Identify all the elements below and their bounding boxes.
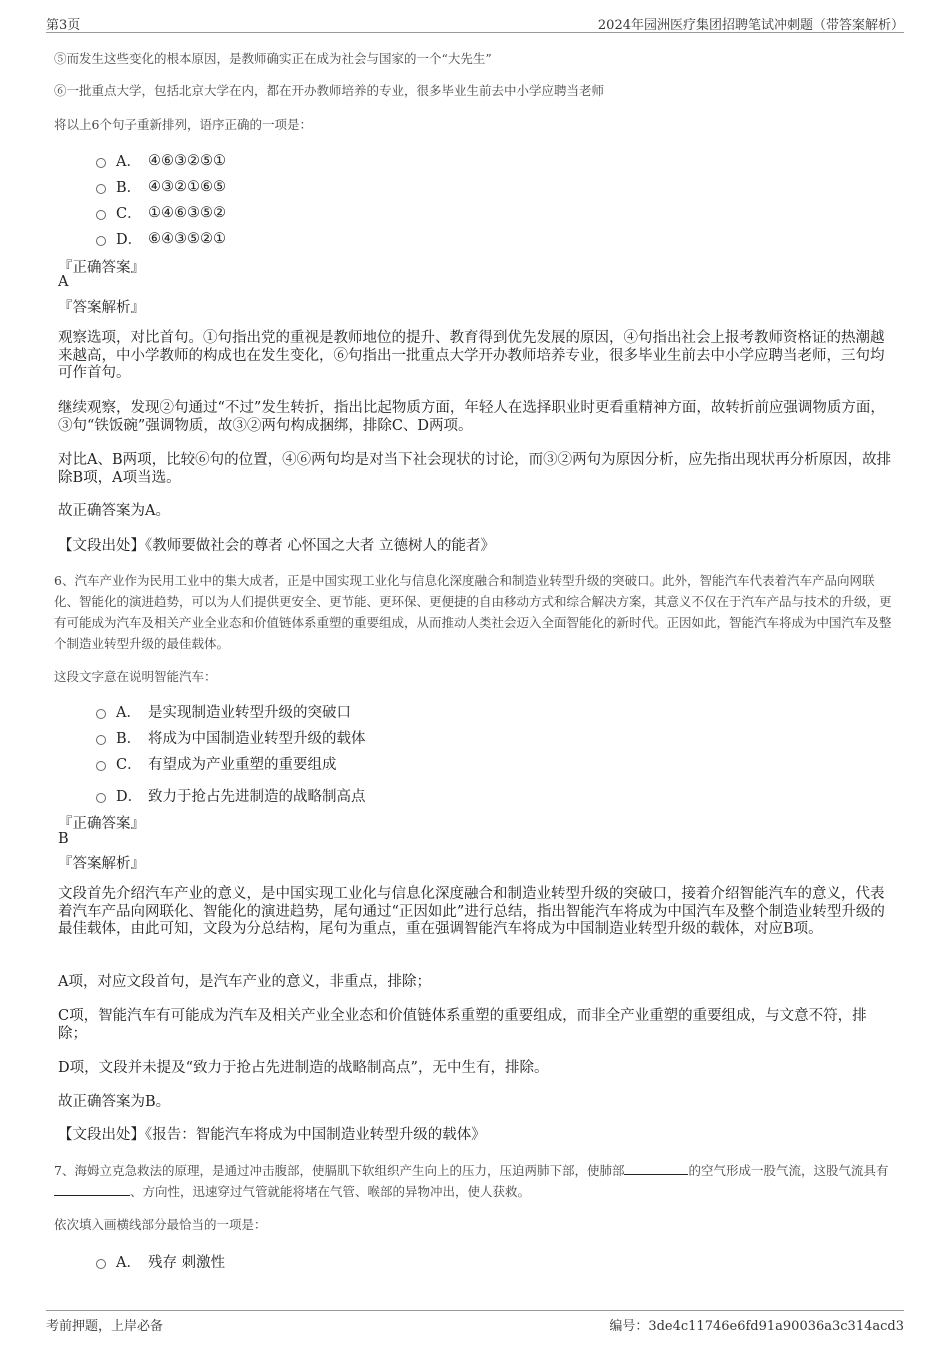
document-title: 2024年园洲医疗集团招聘笔试冲刺题（带答案解析） (597, 18, 904, 33)
q5-source: 【文段出处】《教师要做社会的尊者 心怀国之大者 立德树人的能者》 (58, 538, 495, 554)
option-letter: B． (116, 731, 142, 747)
page-footer (46, 1310, 904, 1335)
option-letter: A． (116, 705, 141, 721)
radio-icon[interactable] (96, 761, 106, 771)
q6-source: 【文段出处】《报告：智能汽车将成为中国制造业转型升级的载体》 (58, 1127, 486, 1143)
q5-analysis-paragraph: 继续观察，发现②句通过“不过”发生转折，指出比起物质方面，年轻人在选择职业时更看重精神方面，故转折前应强调物质方面，③句“铁饭碗”强调物质，故③②两句构成捆绑，排除C、D两项。 (58, 400, 885, 434)
option-letter: A． (116, 1255, 141, 1271)
q7-text-part2: 的空气形成一股气流，这股气流具有 (688, 1163, 889, 1178)
option-letter: A． (116, 154, 141, 170)
radio-icon[interactable] (96, 1259, 106, 1269)
option-letter: B． (116, 180, 142, 196)
fill-blank-1 (624, 1161, 688, 1175)
q6-answer-label: 『正确答案』 (58, 816, 145, 832)
option-text: ⑥④③⑤②① (148, 230, 226, 247)
option-letter: C． (116, 206, 142, 222)
radio-icon[interactable] (96, 709, 106, 719)
q5-analysis-paragraph: 对比A、B两项，比较⑥句的位置，④⑥两句均是对当下社会现状的讨论，而③②两句为原因分析，应先指出现状再分析原因，故排除B项，A项当选。 (58, 452, 892, 486)
option-letter: D． (116, 789, 143, 805)
option-letter: C． (116, 757, 142, 773)
q5-sentence-6: ⑥一批重点大学，包括北京大学在内，都在开办教师培养的专业，很多毕业生前去中小学应聘当老师 (54, 83, 605, 98)
q5-analysis-label: 『答案解析』 (58, 300, 145, 316)
q6-analysis-paragraph: 文段首先介绍汽车产业的意义，是中国实现工业化与信息化深度融合和制造业转型升级的突破口，接着介绍智能汽车的意义，代表着汽车产品向网联化、智能化的演进趋势，尾句通过“正因如此”进行总结，指出智能汽车将成为中国汽车及整个制造业转型升级的最佳载体，由此可知，文段为分总结构，尾句为重点，重在强调智能汽车将成为中国制造业转型升级的载体，对应B项。 (58, 886, 885, 937)
q6-prompt: 这段文字意在说明智能汽车： (54, 669, 217, 684)
q6-analysis-paragraph: 故正确答案为B。 (58, 1094, 171, 1110)
q5-sentence-5: ⑤而发生这些变化的根本原因，是教师确实正在成为社会与国家的一个“大先生” (54, 51, 492, 66)
option-text: 有望成为产业重塑的重要组成 (148, 757, 337, 773)
q6-option-b[interactable] (96, 727, 366, 748)
q5-answer: A (58, 274, 69, 290)
document-id: 编号：3de4c11746e6fd91a90036a3c314acd3 (609, 1319, 904, 1334)
q5-option-c[interactable] (96, 202, 226, 223)
q5-option-a[interactable] (96, 150, 226, 171)
q6-analysis-label: 『答案解析』 (58, 856, 145, 872)
radio-icon[interactable] (96, 236, 106, 246)
q6-question: 6、汽车产业作为民用工业中的集大成者，正是中国实现工业化与信息化深度融合和制造业转型升级的突破口。此外，智能汽车代表着汽车产品向网联化、智能化的演进趋势，可以为人们提供更安全、更节能、更环保、更便捷的自由移动方式和综合解决方案，其意义不仅在于汽车产品与技术的升级，更有可能成为汽车及相关产业全业态和价值链体系重塑的重要组成，从而推动人类社会迈入全面智能化的新时代。正因如此，智能汽车将成为中国汽车及整个制造业转型升级的最佳载体。 (54, 573, 892, 651)
q7-text-part1: 7、海姆立克急救法的原理，是通过冲击腹部，使膈肌下软组织产生向上的压力，压迫两肺下部，使肺部 (54, 1163, 625, 1178)
q6-analysis-paragraph: D项，文段并未提及“致力于抢占先进制造的战略制高点”，无中生有，排除。 (58, 1060, 549, 1076)
option-text: ④③②①⑥⑤ (148, 178, 226, 195)
q6-analysis-paragraph: A项，对应文段首句，是汽车产业的意义，非重点，排除； (58, 974, 431, 990)
option-letter: D． (116, 232, 143, 248)
q6-option-d[interactable] (96, 785, 366, 806)
radio-icon[interactable] (96, 158, 106, 168)
q7-option-a[interactable] (96, 1251, 225, 1272)
q7-question (54, 1160, 899, 1202)
option-text: ④⑥③②⑤① (148, 152, 226, 169)
option-text: ①④⑥③⑤② (148, 204, 226, 221)
option-text: 是实现制造业转型升级的突破口 (148, 705, 351, 721)
option-text: 致力于抢占先进制造的战略制高点 (148, 789, 366, 805)
option-text: 残存 刺激性 (148, 1255, 226, 1271)
q5-analysis-paragraph: 故正确答案为A。 (58, 503, 170, 519)
q5-prompt: 将以上6个句子重新排列，语序正确的一项是： (54, 117, 312, 132)
q6-option-a[interactable] (96, 701, 351, 722)
page-header (46, 10, 904, 33)
q6-option-c[interactable] (96, 753, 337, 774)
radio-icon[interactable] (96, 793, 106, 803)
q7-text-part3: 、方向性，迅速穿过气管就能将堵在气管、喉部的异物冲出，使人获救。 (130, 1184, 531, 1199)
fill-blank-2 (54, 1182, 130, 1196)
page-number: 第3页 (46, 18, 81, 33)
footer-slogan: 考前押题，上岸必备 (46, 1319, 164, 1334)
radio-icon[interactable] (96, 735, 106, 745)
q6-answer: B (58, 831, 69, 847)
q6-analysis-paragraph: C项，智能汽车有可能成为汽车及相关产业全业态和价值链体系重塑的重要组成，而非全产业重塑的重要组成，与文意不符，排除； (58, 1008, 867, 1042)
radio-icon[interactable] (96, 210, 106, 220)
q7-prompt: 依次填入画横线部分最恰当的一项是： (54, 1217, 267, 1232)
q5-analysis-paragraph: 观察选项，对比首句。①句指出党的重视是教师地位的提升、教育得到优先发展的原因，④句指出社会上报考教师资格证的热潮越来越高，中小学教师的构成也在发生变化，⑥句指出一批重点大学开办教师培养专业，很多毕业生前去中小学应聘当老师，三句均可作首句。 (58, 330, 885, 381)
q5-answer-label: 『正确答案』 (58, 260, 145, 276)
option-text: 将成为中国制造业转型升级的载体 (148, 731, 366, 747)
radio-icon[interactable] (96, 184, 106, 194)
q5-option-d[interactable] (96, 228, 226, 249)
q5-option-b[interactable] (96, 176, 226, 197)
